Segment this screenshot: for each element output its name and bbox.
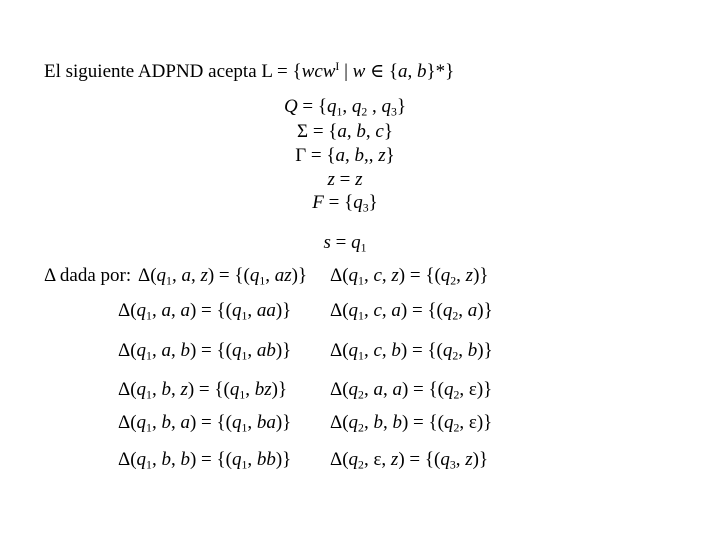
sigma-c2: , [365,121,376,142]
heading-w2: w [352,61,366,82]
heading-w1: wcw [301,61,336,82]
transition-target-sub: 2 [453,388,460,402]
heading-mid: | [339,61,353,82]
transition-state-sub: 1 [146,349,152,363]
transition-state-sub: 2 [358,388,364,402]
transition-state-sub: 2 [358,458,364,472]
initial-stack-symbol [0,170,690,189]
gamma-a: a [335,145,346,166]
transition-target-sub: 2 [450,274,457,288]
transition-11: $\Delta(q_1$, b, $b) = \{(q_1$, bb)} [118,449,292,472]
transition-state-sub: 1 [358,274,364,288]
gamma-eq: = { [306,145,336,166]
transition-input: a [161,300,171,321]
z-lhs: z [327,169,335,190]
transition-stack-top: a [391,300,401,321]
transition-input: b [373,412,383,433]
transition-stack-top: a [392,379,402,400]
transition-7: $\Delta(q_1$, b, $z) = \{(q_1$, bz)} [118,379,288,402]
gamma-close: } [385,145,395,166]
q3: q [381,96,392,117]
transition-target-sub: 3 [449,458,456,472]
transition-target-sub: 1 [259,274,266,288]
transition-target-sub: 1 [241,309,248,323]
transition-1: $\Delta(q_1$, a, $z) = \{(q_1$, az)} [138,265,308,288]
transition-push: z [465,449,473,470]
z-rhs: z [355,169,363,190]
transition-stack-top: a [180,412,190,433]
input-alphabet [0,122,690,141]
transition-input: c [373,340,382,361]
transition-push: ε [468,379,477,400]
f-q: q [353,192,363,213]
transition-9: $\Delta(q_1$, b, $a) = \{(q_1$, ba)} [118,412,292,435]
delta-intro: Δ dada por: [44,265,132,286]
s-q: q [351,232,361,253]
transition-push: bz [254,379,272,400]
transition-target-sub: 1 [241,421,248,435]
transition-input: ε [373,449,382,470]
transition-stack-top: b [180,449,190,470]
transition-input: b [161,449,171,470]
transition-stack-top: z [390,449,399,470]
transition-push: b [467,340,478,361]
transition-push: ba [256,412,276,433]
transition-push: ε [468,412,477,433]
transition-state-sub: 1 [166,274,172,288]
transition-4: $\Delta(q_1$, c, $a) = \{(q_2$, a)} [330,300,493,323]
transition-stack-top: z [180,379,188,400]
transition-stack-top: b [180,340,190,361]
transition-target-sub: 1 [239,388,246,402]
transition-input: b [161,379,171,400]
q2: q [351,96,362,117]
f-eq: = { [323,192,354,213]
q3-sub: 3 [391,105,397,119]
transition-stack-top: z [200,265,208,286]
heading-in: ∈ { [365,61,399,82]
transition-target-sub: 1 [241,458,248,472]
f-sub: 3 [362,201,369,215]
q-eq: = { [297,96,328,117]
gamma-c1: , [345,145,355,166]
transition-push: a [467,300,478,321]
heading-prefix: El siguiente ADPND acepta L = { [44,61,302,82]
sigma-b: b [356,121,366,142]
q-sep2: , [367,96,382,117]
transition-state-sub: 1 [146,388,152,402]
transition-6: $\Delta(q_1$, c, $b) = \{(q_2$, b)} [330,340,493,363]
q-sep1: , [342,96,352,117]
transition-push: z [465,265,474,286]
transition-2: $\Delta(q_1$, c, $z) = \{(q_2$, z)} [330,265,489,288]
transition-target-sub: 2 [452,309,459,323]
sigma-a: a [337,121,347,142]
transition-12: $\Delta(q_2$, ε, $z) = \{(q_3$, z)} [330,449,489,472]
heading-comma: , [407,61,418,82]
sigma-c1: , [346,121,357,142]
f-close: } [368,192,378,213]
gamma-symbol: Γ [295,145,307,166]
sigma-close: } [383,121,393,142]
z-eq: = [334,169,356,190]
transition-push: ab [256,340,276,361]
s-eq: = [330,232,352,253]
gamma-b: b [354,145,365,166]
states-set [0,96,690,119]
gamma-z: z [378,145,386,166]
transition-stack-top: a [180,300,190,321]
transition-target-sub: 2 [453,421,460,435]
f-var: F [312,192,324,213]
transition-stack-top: b [392,412,402,433]
transition-input: a [373,379,383,400]
transition-state-sub: 1 [146,421,152,435]
transition-input: a [161,340,171,361]
transition-10: $\Delta(q_2$, b, $b) = \{(q_2$, ε)} [330,412,493,435]
transition-5: $\Delta(q_1$, a, $b) = \{(q_1$, ab)} [118,340,292,363]
transition-push: aa [256,300,276,321]
transition-state-sub: 1 [146,458,152,472]
heading-a: a [398,61,408,82]
heading-b: b [417,61,427,82]
q1-sub: 1 [336,105,343,119]
transition-input: c [373,300,382,321]
initial-state [0,232,690,255]
transition-target-sub: 1 [241,349,248,363]
sigma-c: c [375,121,384,142]
transition-3: $\Delta(q_1$, a, $a) = \{(q_1$, aa)} [118,300,292,323]
transition-input: b [161,412,171,433]
transition-push: az [274,265,292,286]
q1: q [327,96,337,117]
transition-stack-top: z [391,265,399,286]
heading-sup: I [335,59,340,73]
transition-input: a [181,265,191,286]
s-var: s [323,232,331,253]
transition-8: $\Delta(q_2$, a, $a) = \{(q_2$, ε)} [330,379,493,402]
transition-state-sub: 1 [358,309,364,323]
sigma-eq: = { [308,121,338,142]
language-definition [44,59,455,82]
stack-alphabet [0,146,690,165]
transition-state-sub: 1 [358,349,364,363]
final-states [0,192,690,215]
q2-sub: 2 [361,105,368,119]
q-close: } [396,96,407,117]
transition-stack-top: b [391,340,401,361]
transition-push: bb [256,449,276,470]
gamma-c2: ,, [364,145,379,166]
heading-suffix: }*} [426,61,455,82]
sigma-symbol: Σ [297,121,309,142]
q-var: Q [283,96,298,117]
transition-state-sub: 2 [358,421,364,435]
transition-target-sub: 2 [452,349,459,363]
transition-state-sub: 1 [146,309,152,323]
transition-input: c [373,265,382,286]
s-sub: 1 [360,241,367,255]
